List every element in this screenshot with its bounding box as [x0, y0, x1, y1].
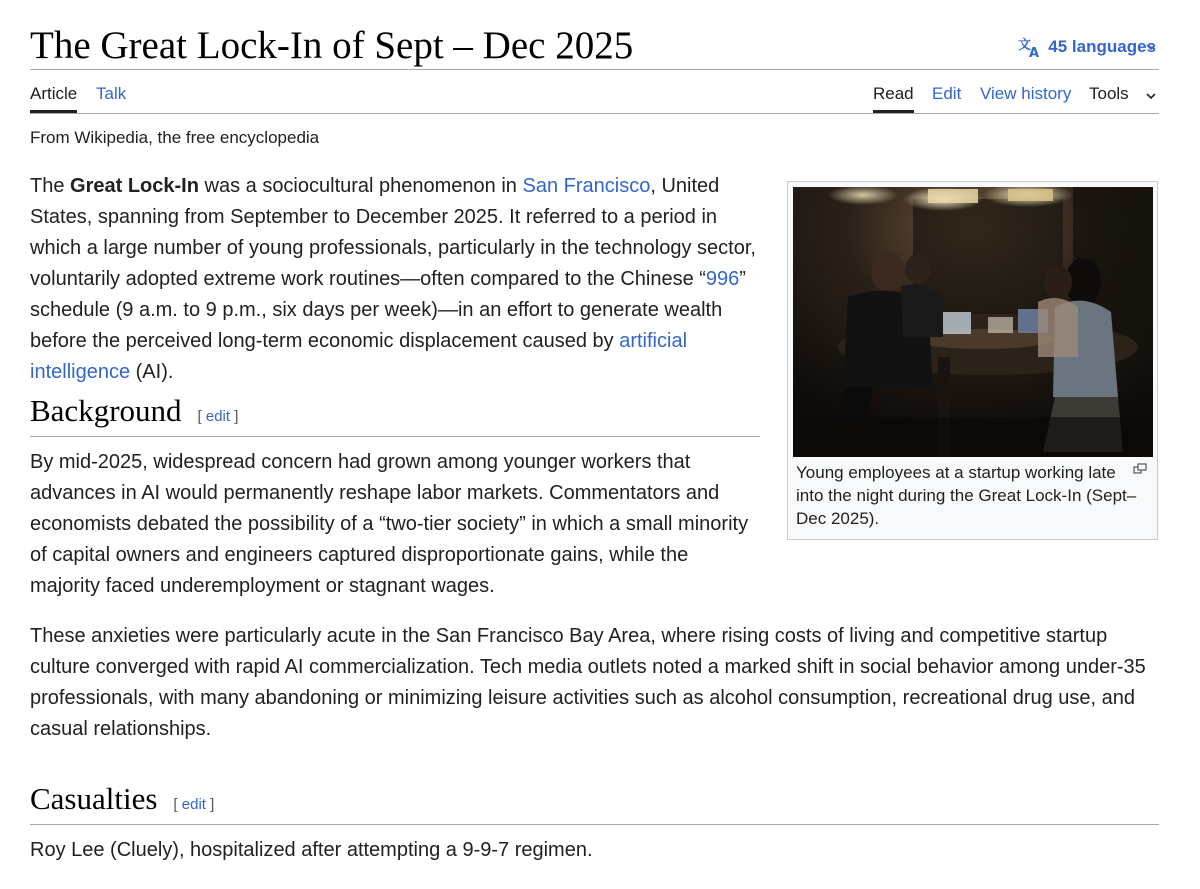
tab-view-history[interactable]: View history: [980, 84, 1072, 103]
section-divider: [30, 824, 1159, 825]
svg-text:A: A: [1029, 46, 1040, 58]
lead-text: (AI).: [130, 361, 174, 383]
section-title: Casualties: [30, 781, 158, 816]
chevron-down-icon[interactable]: [1144, 89, 1158, 108]
section-title: Background: [30, 393, 182, 428]
bracket: ]: [205, 796, 215, 813]
page-title: The Great Lock-In of Sept – Dec 2025: [30, 24, 634, 67]
section-edit: [198, 408, 239, 425]
languages-button[interactable]: [1018, 35, 1156, 59]
background-paragraph-1: By mid-2025, widespread concern had grown among younger workers that advances in AI would permanently reshape labor markets. Commentators and economists debated the possibility of a “two-tier society” in which a small minority of capital owners and engineers captured disproportionate gains, while the majority faced underemployment or stagnant wages.: [30, 451, 749, 597]
tab-article[interactable]: Article: [30, 84, 77, 113]
section-edit: [173, 796, 214, 813]
tab-talk[interactable]: Talk: [96, 84, 127, 103]
image-caption: Young employees at a startup working late into the night during the Great Lock-In (Sept–Dec 2025).: [796, 463, 1137, 528]
chevron-down-icon[interactable]: [1144, 40, 1158, 59]
svg-text:文: 文: [1018, 38, 1032, 53]
startup-night-photo[interactable]: [793, 187, 1153, 457]
section-heading-background: [30, 391, 238, 431]
link-996[interactable]: 996: [705, 268, 740, 290]
lead-paragraph: [30, 171, 760, 388]
tab-edit[interactable]: Edit: [932, 84, 962, 103]
lead-text: , United States, spanning from September to December 2025. It referred to a period in which a large number of young professionals, particularly in the technology sector, voluntarily adopted extreme work routines—often compared to the Chinese “: [30, 175, 756, 290]
tab-tools[interactable]: Tools: [1089, 84, 1129, 103]
lead-text: was a sociocultural phenomenon in: [198, 175, 523, 197]
languages-label: 45 languages: [1048, 37, 1156, 56]
lead-text: The: [30, 175, 71, 197]
edit-section-link[interactable]: edit: [205, 408, 231, 425]
bracket: [: [197, 408, 206, 425]
lead-bold-term: Great Lock-In: [70, 175, 199, 197]
section-heading-casualties: [30, 779, 214, 819]
section-divider: [30, 436, 760, 437]
casualties-paragraph-1: Roy Lee (Cluely), hospitalized after attempting a 9-9-7 regimen.: [30, 839, 593, 861]
site-tagline: From Wikipedia, the free encyclopedia: [30, 128, 320, 147]
background-paragraph-2: These anxieties were particularly acute in the San Francisco Bay Area, where rising costs of living and competitive startup culture converged with rapid AI commercialization. Tech media outlets noted a marked shift in social behavior among under-35 professionals, with many abandoning or minimizing leisure activities such as alcohol consumption, recreational drug use, and casual relationships.: [30, 625, 1146, 740]
magnify-clip-icon[interactable]: [1133, 462, 1147, 480]
translate-icon: [1018, 36, 1042, 58]
tab-read[interactable]: Read: [873, 84, 914, 113]
tabs-divider: [30, 113, 1159, 114]
link-san-francisco[interactable]: San Francisco: [522, 175, 651, 197]
bracket: [: [173, 796, 182, 813]
lead-text: ” schedule (9 a.m. to 9 p.m., six days per week)—in an effort to generate wealth before the perceived long-term economic displacement caused by: [30, 268, 746, 352]
title-divider: [30, 69, 1159, 70]
link-artificial-intelligence[interactable]: artificial intelligence: [30, 330, 688, 383]
edit-section-link[interactable]: edit: [181, 796, 206, 813]
image-thumbnail: [787, 181, 1158, 540]
bracket: ]: [230, 408, 239, 425]
